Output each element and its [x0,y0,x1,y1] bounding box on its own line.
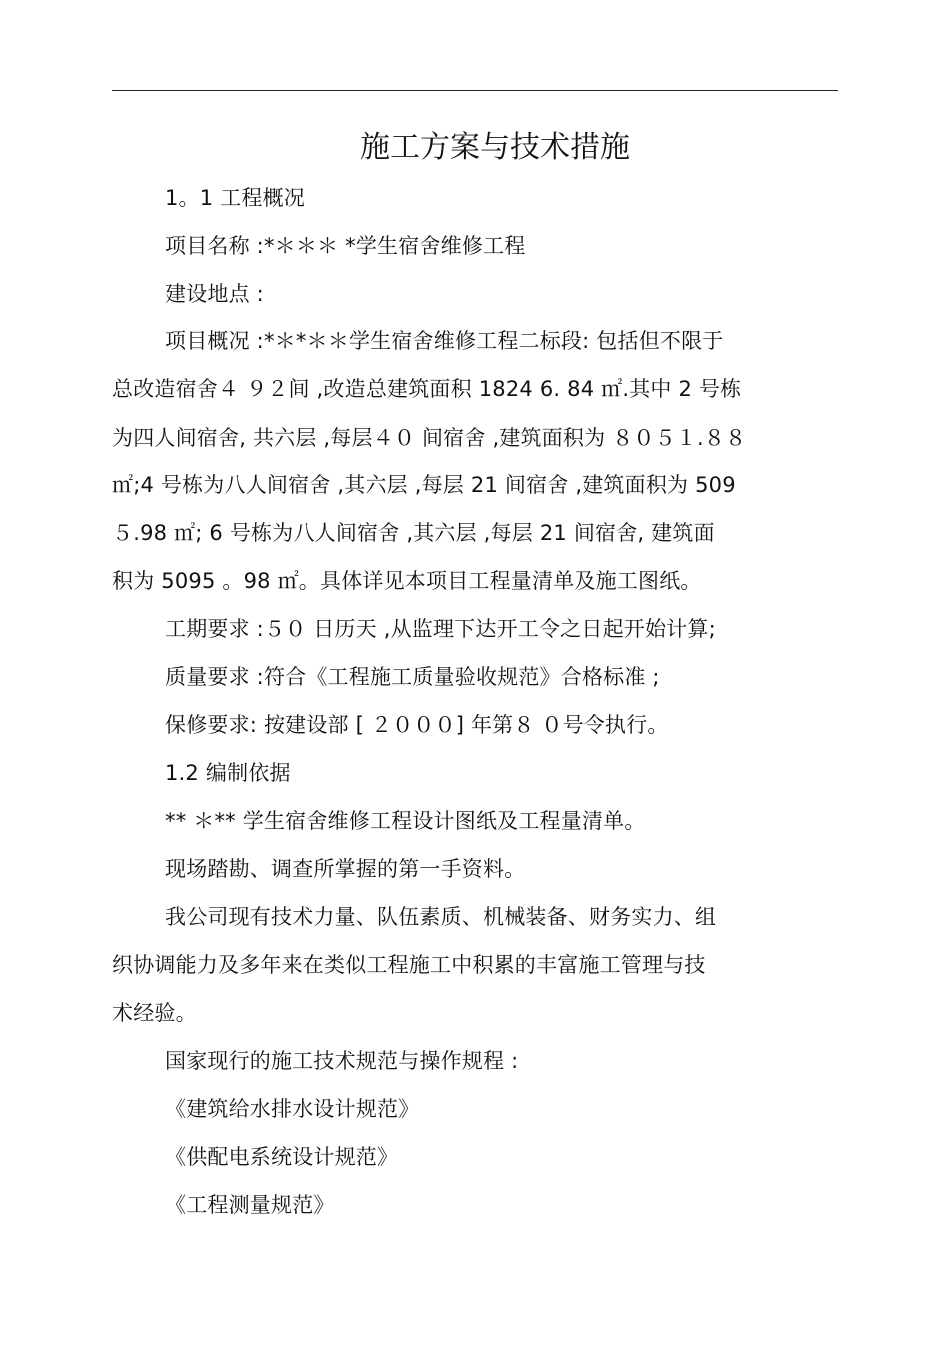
overview-text-line: 总改造宿舍４ ９２间 ,改造总建筑面积 1824 6. 84 ㎡.其中 2 号栋 [112,377,742,401]
construction-site-line: 建设地点 : [165,282,264,306]
basis-item-survey: 现场踏勘、调查所掌握的第一手资料。 [165,857,526,881]
document-title: 施工方案与技术措施 [360,130,630,165]
quality-requirement-line: 质量要求 :符合《工程施工质量验收规范》合格标准 ; [165,665,660,689]
basis-item-drawings: ** ＊** 学生宿舍维修工程设计图纸及工程量清单。 [165,809,646,833]
header-rule [112,90,838,91]
basis-item-standards: 国家现行的施工技术规范与操作规程 : [165,1049,519,1073]
basis-item-company-cont: 术经验。 [112,1001,197,1025]
project-name-line: 项目名称 :*＊＊＊ *学生宿舍维修工程 [165,234,526,258]
project-overview-line: 项目概况 :*＊*＊＊学生宿舍维修工程二标段: 包括但不限于 [165,329,724,353]
section-heading-basis: 1.2 编制依据 [165,761,291,785]
overview-text-line: ㎡;4 号栋为八人间宿舍 ,其六层 ,每层 21 间宿舍 ,建筑面积为 509 [112,473,736,497]
standard-survey: 《工程测量规范》 [165,1193,335,1217]
overview-text-line: 积为 5095 。98 ㎡。具体详见本项目工程量清单及施工图纸。 [112,569,702,593]
warranty-requirement-line: 保修要求: 按建设部 [ ２０００] 年第８ ０号令执行。 [165,713,669,737]
standard-water-supply: 《建筑给水排水设计规范》 [165,1097,420,1121]
schedule-requirement-line: 工期要求 :５０ 日历天 ,从监理下达开工令之日起开始计算; [165,617,716,641]
section-heading-overview: 1。1 工程概况 [165,186,305,210]
standard-power-supply: 《供配电系统设计规范》 [165,1145,399,1169]
overview-text-line: ５.98 ㎡; 6 号栋为八人间宿舍 ,其六层 ,每层 21 间宿舍, 建筑面 [112,521,715,545]
overview-text-line: 为四人间宿舍, 共六层 ,每层４０ 间宿舍 ,建筑面积为 ８０５１.８８ [112,426,747,450]
basis-item-company: 我公司现有技术力量、队伍素质、机械装备、财务实力、组 [165,905,717,929]
basis-item-company-cont: 织协调能力及多年来在类似工程施工中积累的丰富施工管理与技 [112,953,706,977]
